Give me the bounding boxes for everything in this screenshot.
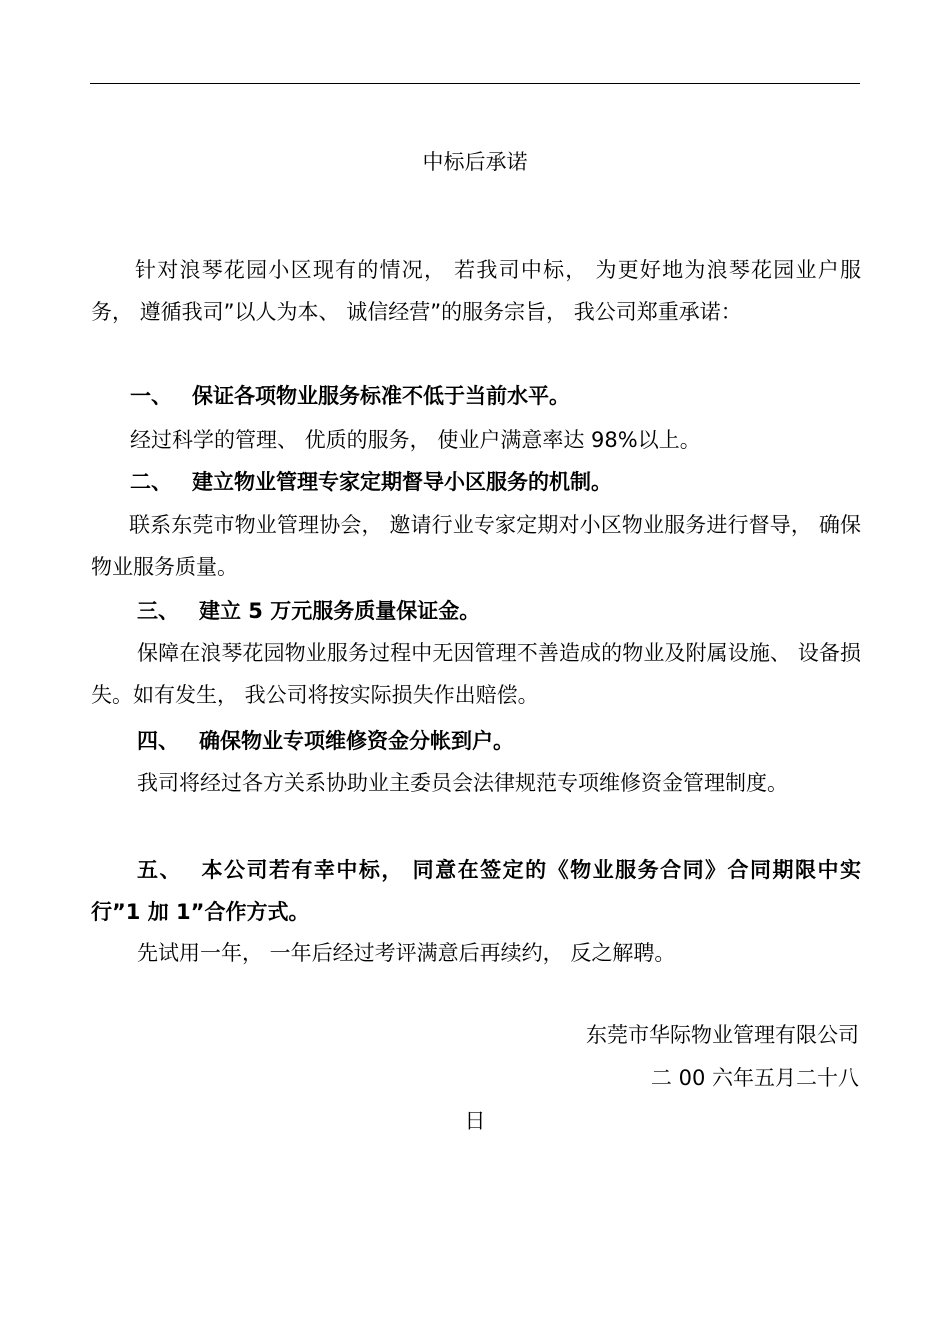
item-4-heading-text: 确保物业专项维修资金分帐到户。	[199, 729, 514, 753]
item-4-number: 四、	[137, 729, 179, 753]
item-5-number: 五、	[137, 858, 182, 882]
item-5-body: 先试用一年， 一年后经过考评满意后再续约， 反之解聘。	[137, 941, 676, 965]
item-1-heading	[130, 381, 570, 411]
item-2-heading	[130, 467, 612, 497]
document-title: 中标后承诺	[422, 150, 528, 174]
item-3-heading	[137, 596, 480, 626]
header-rule	[90, 83, 860, 84]
item-3-number: 三、	[137, 599, 179, 623]
item-2-number: 二、	[130, 470, 172, 494]
signature-date-tail: 日	[464, 1109, 486, 1133]
item-3-heading-text: 建立 5 万元服务质量保证金。	[199, 599, 481, 623]
item-1-body: 经过科学的管理、 优质的服务， 使业户满意率达 98%以上。	[130, 428, 701, 452]
item-1-number: 一、	[130, 384, 172, 408]
item-2-heading-text: 建立物业管理专家定期督导小区服务的机制。	[192, 470, 612, 494]
signature-company: 东莞市华际物业管理有限公司	[586, 1023, 859, 1047]
item-1-heading-text: 保证各项物业服务标准不低于当前水平。	[192, 384, 570, 408]
item-4-body: 我司将经过各方关系协助业主委员会法律规范专项维修资金管理制度。	[137, 771, 788, 795]
item-2-body: 联系东莞市物业管理协会， 邀请行业专家定期对小区物业服务进行督导， 确保物业服务质量。	[91, 513, 861, 579]
item-4-heading	[137, 726, 514, 756]
signature-date: 二 00 六年五月二十八	[650, 1066, 859, 1090]
item-5-heading-text: 本公司若有幸中标， 同意在签定的《物业服务合同》合同期限中实行”1 加 1”合作方式。	[91, 858, 861, 924]
intro-paragraph: 针对浪琴花园小区现有的情况， 若我司中标， 为更好地为浪琴花园业户服务， 遵循我司”以人为本、 诚信经营”的服务宗旨， 我公司郑重承诺：	[91, 258, 861, 324]
item-3-body: 保障在浪琴花园物业服务过程中无因管理不善造成的物业及附属设施、 设备损失。如有发生， 我公司将按实际损失作出赔偿。	[91, 641, 861, 707]
item-5-heading	[91, 850, 861, 933]
